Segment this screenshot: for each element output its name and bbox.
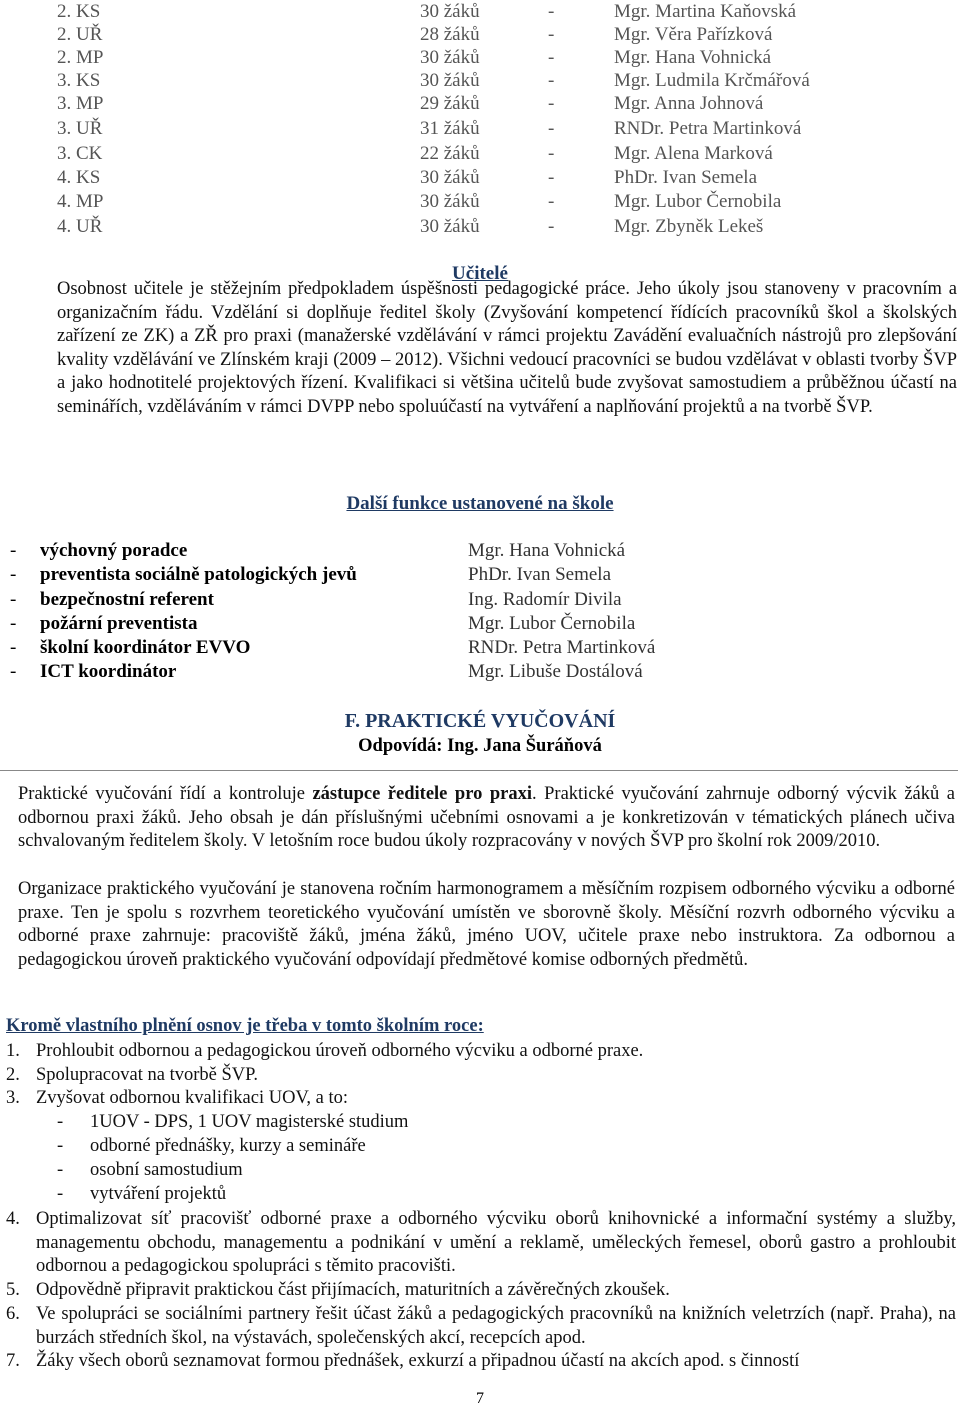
class-teacher: Mgr. Alena Marková — [614, 143, 773, 164]
practical-text-b: . Praktické vyučování zahrnuje odborný výcvik žáků a odbornou praxi žáků. Jeho obsah je dán příslušnými učebními osnovami a je konkretizován v tématických plánech učiva schvalovaným ředitelem školy. V letošním roce budou úkoly rozpracovány v nových ŠVP pro školní rok 2009/2010. — [18, 784, 955, 852]
function-row — [10, 636, 910, 660]
task-number: 1. — [6, 1041, 20, 1061]
function-row — [10, 588, 910, 612]
student-count: 30 žáků — [420, 191, 480, 212]
section-responsible: Odpovídá: Ing. Jana Šuráňová — [358, 736, 602, 756]
subitem-text: 1UOV - DPS, 1 UOV magisterské studium — [90, 1112, 409, 1132]
task-text: Ve spolupráci se sociálními partnery řešit účast žáků a pedagogických pracovníků na knižních veletrzích (např. Praha), na burzách středních škol, na výstavách, společenských akcí, recepcích apod. — [36, 1304, 956, 1348]
task-text: Zvyšovat odbornou kvalifikaci UOV, a to: — [36, 1088, 349, 1108]
task-text: Odpovědně připravit praktickou část přijímacích, maturitních a závěrečných zkoušek. — [36, 1280, 670, 1300]
separator-dash: - — [548, 167, 555, 188]
bullet-dash: - — [10, 661, 17, 682]
class-name: 3. MP — [57, 93, 104, 114]
student-count: 30 žáků — [420, 70, 480, 91]
task-number: 6. — [6, 1304, 20, 1324]
separator-dash: - — [548, 70, 555, 91]
task-subitem — [57, 1111, 409, 1135]
function-role: výchovný poradce — [40, 540, 188, 561]
separator-dash: - — [548, 47, 555, 68]
class-name: 2. UŘ — [57, 24, 103, 45]
section-title: F. PRAKTICKÉ VYUČOVÁNÍ — [344, 710, 616, 732]
bullet-dash: - — [10, 589, 17, 610]
function-person: Ing. Radomír Divila — [468, 589, 622, 610]
subitem-text: osobní samostudium — [90, 1160, 243, 1180]
practical-text-a: Praktické vyučování řídí a kontroluje — [18, 784, 313, 804]
practical-text-bold: zástupce ředitele pro praxi — [312, 784, 532, 804]
class-name: 2. MP — [57, 47, 104, 68]
task-item — [6, 1208, 956, 1280]
function-role: požární preventista — [40, 613, 198, 634]
function-person: Mgr. Libuše Dostálová — [468, 661, 643, 682]
separator-dash: - — [548, 93, 555, 114]
class-row — [0, 215, 960, 238]
student-count: 31 žáků — [420, 118, 480, 139]
class-name: 3. UŘ — [57, 118, 103, 139]
separator-dash: - — [548, 216, 555, 237]
task-text: Žáky všech oborů seznamovat formou přednášek, exkurzí a připadnou účastí na akcích apod. s činností — [36, 1351, 800, 1371]
function-person: Mgr. Lubor Černobila — [468, 613, 636, 634]
class-teacher: Mgr. Hana Vohnická — [614, 47, 772, 68]
class-teacher: Mgr. Ludmila Krčmářová — [614, 70, 810, 91]
student-count: 22 žáků — [420, 143, 480, 164]
separator-dash: - — [548, 143, 555, 164]
student-count: 30 žáků — [420, 216, 480, 237]
student-count: 30 žáků — [420, 47, 480, 68]
class-name: 3. KS — [57, 70, 101, 91]
function-row — [10, 539, 910, 563]
bullet-dash: - — [57, 1184, 64, 1204]
task-text: Optimalizovat síť pracovišť odborné praxe a odborného výcviku oborů knihovnické a informační systémy a služby, managementu obchodu, managementu a podnikání v umění a reklamě, uměleckých řemesel, oborů gastro a prohloubit odbornou a pedagogickou spolupráci s těmito pracovišti. — [36, 1209, 956, 1277]
class-name: 2. KS — [57, 1, 101, 22]
teachers-heading: Učitelé — [452, 263, 508, 284]
practical-paragraph-1 — [18, 783, 955, 854]
function-person: Mgr. Hana Vohnická — [468, 540, 626, 561]
subitem-text: vytváření projektů — [90, 1184, 227, 1204]
class-row — [0, 166, 960, 189]
task-subitem — [57, 1159, 243, 1183]
class-teacher: Mgr. Anna Johnová — [614, 93, 764, 114]
task-number: 5. — [6, 1280, 20, 1300]
class-row — [0, 0, 960, 23]
student-count: 30 žáků — [420, 167, 480, 188]
class-row — [0, 92, 960, 115]
bullet-dash: - — [10, 613, 17, 634]
class-teacher: Mgr. Věra Pařízková — [614, 24, 773, 45]
function-role: ICT koordinátor — [40, 661, 177, 682]
class-teacher: Mgr. Lubor Černobila — [614, 191, 782, 212]
student-count: 29 žáků — [420, 93, 480, 114]
practical-paragraph-2: Organizace praktického vyučování je stanovena ročním harmonogramem a měsíčním rozpisem odborného výcviku a odborné praxe. Ten je spolu s rozvrhem teoretického vyučování umístěn ve sborovně školy. Měsíční rozvrh odborného výcviku a odborné praxe zahrnuje: pracoviště žáků, jména žáků, jméno UOV, učitele praxe nebo instruktora. Za odbornou a pedagogickou úroveň praktického vyučování odpovídají předmětové komise odborných předmětů. — [18, 879, 955, 970]
page-number: 7 — [476, 1390, 484, 1407]
bullet-dash: - — [57, 1136, 64, 1156]
student-count: 28 žáků — [420, 24, 480, 45]
bullet-dash: - — [10, 637, 17, 658]
bullet-dash: - — [10, 564, 17, 585]
bullet-dash: - — [10, 540, 17, 561]
task-number: 3. — [6, 1088, 20, 1108]
class-row — [0, 142, 960, 165]
teachers-paragraph-text: Osobnost učitele je stěžejním předpokladem úspěšnosti pedagogické práce. Jeho úkoly jsou stanoveny v pracovním a organizačním řádu. Vzdělání si doplňuje ředitel školy (Zvyšování kompetencí řídících pracovníků škol a školských zařízení ze ZK) a ZŘ pro praxi (manažerské vzdělávání v rámci projektu Zavádění evaluačních nástrojů pro zlepšování kvality vzdělávání ve Zlínském kraji (2009 – 2012). Všichni vedoucí pracovníci se budou vzdělávat v oblasti tvorby ŠVP a jako hodnotitelé projektových řízení. Kvalifikaci si většina učitelů bude zvyšovat samostudiem a průběžnou účastí na seminářích, vzděláváním v rámci DVPP nebo spoluúčastí na vytváření a naplňování projektů a na tvorbě ŠVP. — [57, 279, 957, 417]
class-teacher: Mgr. Martina Kaňovská — [614, 1, 797, 22]
task-item — [6, 1303, 956, 1351]
function-row — [10, 660, 910, 684]
class-row — [0, 190, 960, 213]
function-person: PhDr. Ivan Semela — [468, 564, 612, 585]
task-number: 7. — [6, 1351, 20, 1371]
class-name: 4. KS — [57, 167, 101, 188]
class-row — [0, 69, 960, 92]
task-number: 4. — [6, 1209, 20, 1229]
class-teacher: PhDr. Ivan Semela — [614, 167, 758, 188]
function-row — [10, 563, 910, 587]
separator-dash: - — [548, 191, 555, 212]
task-subitem — [57, 1135, 366, 1159]
task-text: Prohloubit odbornou a pedagogickou úroveň odborného výcviku a odborné praxe. — [36, 1041, 644, 1061]
task-text: Spolupracovat na tvorbě ŠVP. — [36, 1065, 258, 1085]
class-row — [0, 23, 960, 46]
teachers-paragraph — [57, 278, 957, 420]
separator-dash: - — [548, 118, 555, 139]
bullet-dash: - — [57, 1112, 64, 1132]
separator-dash: - — [548, 1, 555, 22]
class-row — [0, 46, 960, 69]
class-teacher: Mgr. Zbyněk Lekeš — [614, 216, 764, 237]
subitem-text: odborné přednášky, kurzy a semináře — [90, 1136, 366, 1156]
tasks-heading: Kromě vlastního plnění osnov je třeba v tomto školním roce: — [6, 1016, 484, 1036]
class-row — [0, 117, 960, 140]
class-name: 3. CK — [57, 143, 103, 164]
divider — [0, 770, 958, 771]
bullet-dash: - — [57, 1160, 64, 1180]
function-person: RNDr. Petra Martinková — [468, 637, 656, 658]
function-role: školní koordinátor EVVO — [40, 637, 251, 658]
function-role: preventista sociálně patologických jevů — [40, 564, 357, 585]
separator-dash: - — [548, 24, 555, 45]
function-role: bezpečnostní referent — [40, 589, 214, 610]
task-number: 2. — [6, 1065, 20, 1085]
functions-heading: Další funkce ustanovené na škole — [346, 493, 614, 514]
task-subitem — [57, 1183, 227, 1207]
student-count: 30 žáků — [420, 1, 480, 22]
class-teacher: RNDr. Petra Martinková — [614, 118, 802, 139]
class-name: 4. UŘ — [57, 216, 103, 237]
function-row — [10, 612, 910, 636]
class-name: 4. MP — [57, 191, 104, 212]
